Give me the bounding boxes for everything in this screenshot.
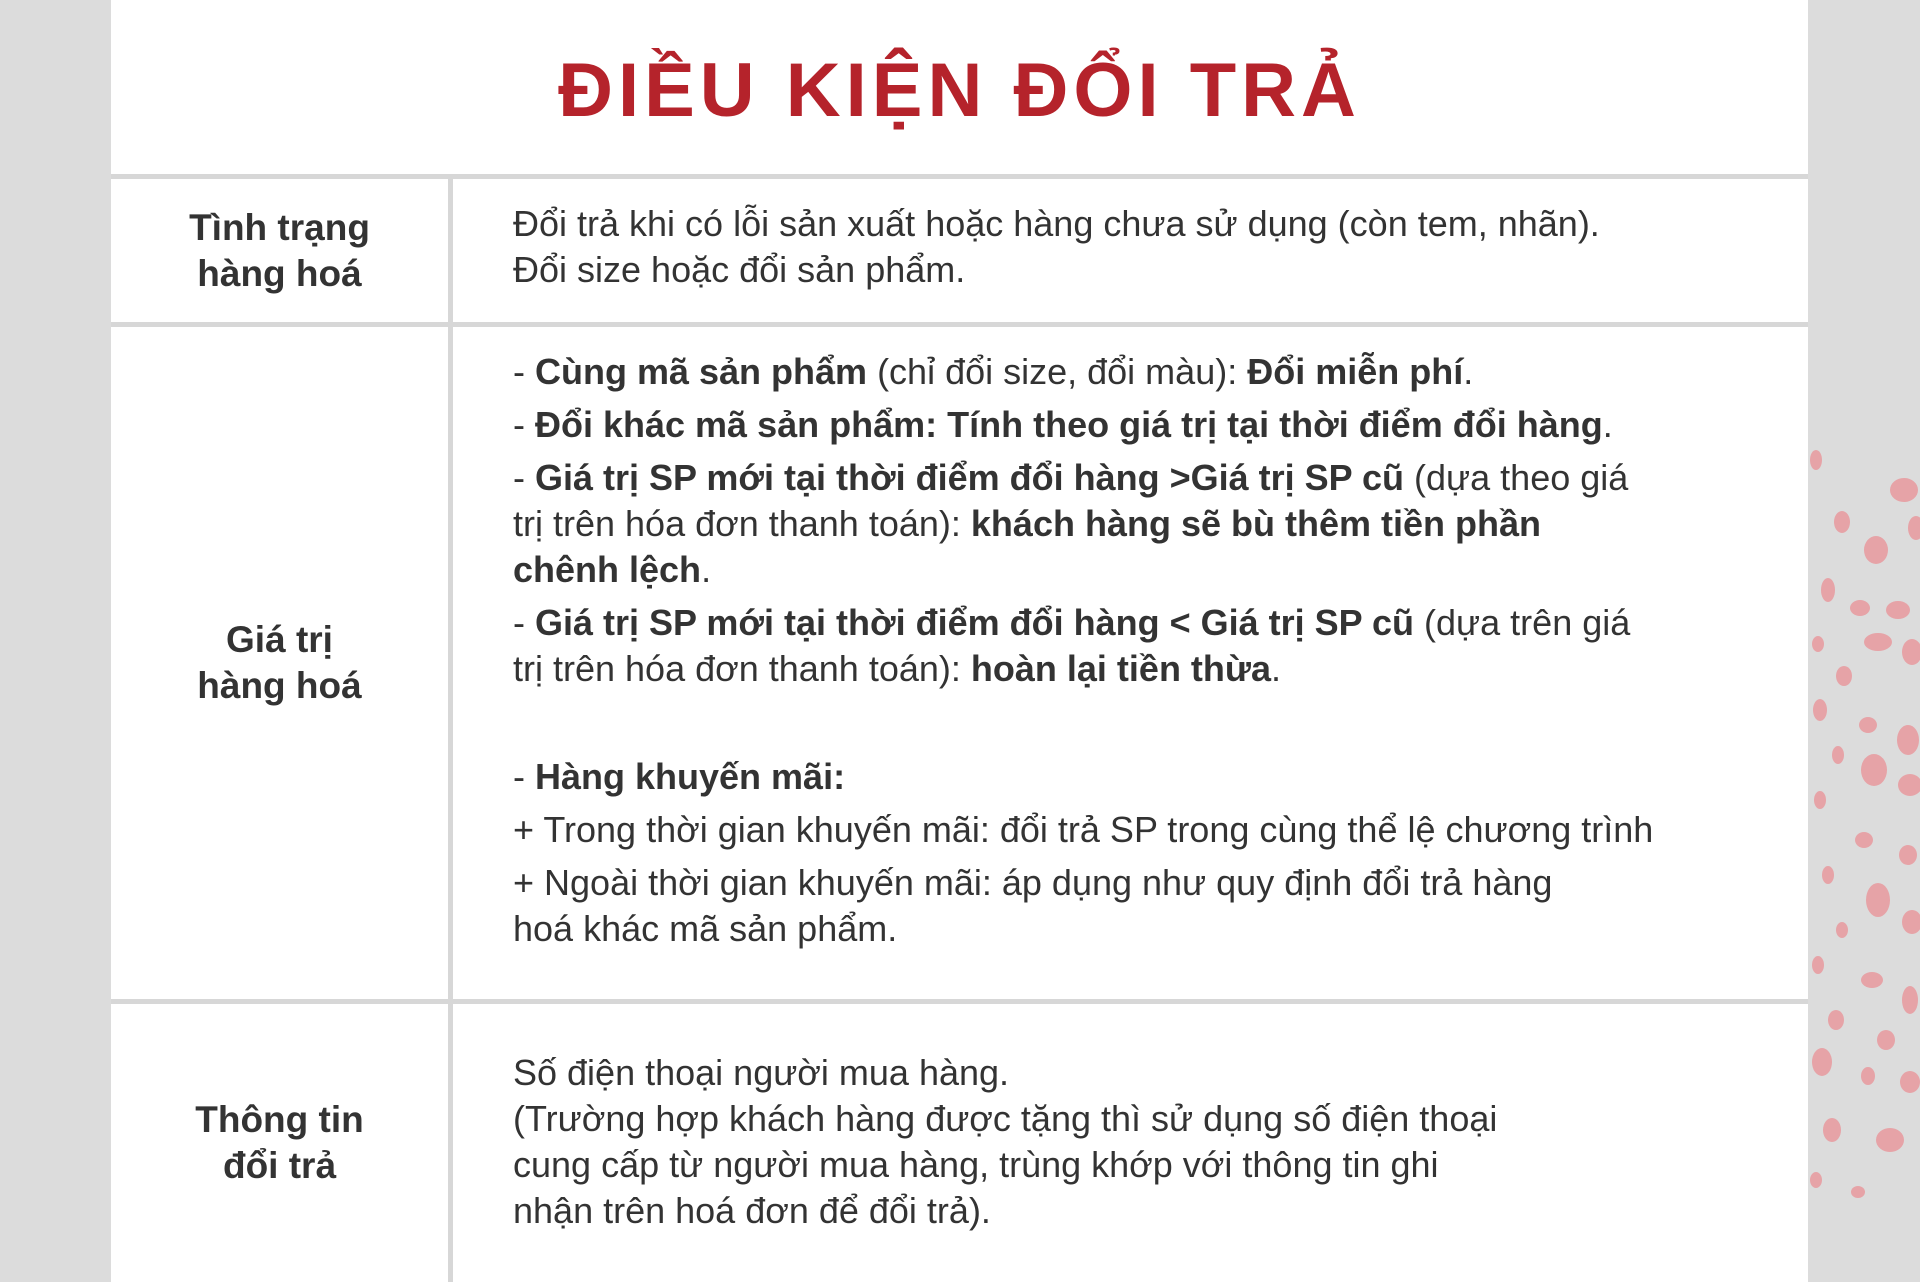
row-content-value [453, 327, 1808, 999]
table-row-value [111, 327, 1808, 1004]
table-row-contact [111, 1004, 1808, 1282]
row-label-value [111, 327, 453, 999]
content-line: (Trường hợp khách hàng được tặng thì sử dụng số điện thoại [513, 1098, 1498, 1139]
policy-item-promo-during [513, 807, 1778, 853]
bold-text: Đổi khác mã sản phẩm: Tính theo giá trị tại thời điểm đổi hàng [535, 404, 1603, 445]
row-content-contact [453, 1004, 1808, 1282]
text: - [513, 404, 535, 445]
policy-item-higher-value [513, 455, 1778, 593]
text: (dựa theo giá [1404, 457, 1629, 498]
policy-item-other-product [513, 402, 1778, 448]
label-line: hàng hoá [197, 252, 362, 294]
label-line: Giá trị [226, 619, 333, 660]
text: + Ngoài thời gian khuyến mãi: áp dụng như quy định đổi trả hàng [513, 862, 1553, 903]
content-line: Đổi size hoặc đổi sản phẩm. [513, 249, 966, 290]
return-policy-card [111, 0, 1808, 1282]
bold-text: hoàn lại tiền thừa [970, 648, 1271, 689]
text: - [513, 457, 535, 498]
text: . [1602, 404, 1613, 445]
content-line: nhận trên hoá đơn để đổi trả). [513, 1190, 991, 1231]
bold-text: Giá trị SP mới tại thời điểm đổi hàng < Giá trị SP cũ [535, 602, 1415, 643]
policy-item-lower-value [513, 600, 1778, 692]
row-label-condition [111, 179, 453, 322]
text: . [701, 549, 712, 590]
decorative-dots [1808, 440, 1920, 1200]
bold-text: chênh lệch [513, 549, 702, 590]
table-row-condition [111, 179, 1808, 327]
label-line: Thông tin [195, 1099, 364, 1140]
text: hoá khác mã sản phẩm. [513, 908, 898, 949]
label-line: đổi trả [222, 1145, 337, 1186]
policy-item-promo-after [513, 860, 1778, 952]
content-line: cung cấp từ người mua hàng, trùng khớp với thông tin ghi [513, 1144, 1439, 1185]
label-line: hàng hoá [197, 665, 362, 706]
text: - [513, 756, 535, 797]
page-title: ĐIỀU KIỆN ĐỔI TRẢ [558, 48, 1361, 133]
policy-item-same-product [513, 349, 1778, 395]
text: + Trong thời gian khuyến mãi: đổi trả SP trong cùng thể lệ chương trình [513, 809, 1654, 850]
bold-text: khách hàng sẽ bù thêm tiền phần [970, 503, 1541, 544]
bold-text: Hàng khuyến mãi: [535, 756, 846, 797]
label-line: Tình trạng [189, 206, 370, 248]
text: - [513, 351, 535, 392]
row-content-condition [453, 179, 1808, 322]
text: . [1463, 351, 1474, 392]
text: - [513, 602, 535, 643]
bold-text: Giá trị SP mới tại thời điểm đổi hàng >Giá trị SP cũ [535, 457, 1405, 498]
text: (dựa trên giá [1414, 602, 1631, 643]
bold-text: Đổi miễn phí [1247, 351, 1464, 392]
row-label-contact [111, 1004, 453, 1282]
content-line: Số điện thoại người mua hàng. [513, 1052, 1010, 1093]
text: trị trên hóa đơn thanh toán): [513, 503, 971, 544]
policy-item-promo-header [513, 754, 1778, 800]
bold-text: Cùng mã sản phẩm [535, 351, 868, 392]
text: (chỉ đổi size, đổi màu): [867, 351, 1248, 392]
text: trị trên hóa đơn thanh toán): [513, 648, 971, 689]
text: . [1271, 648, 1282, 689]
title-bar [111, 0, 1808, 179]
content-line: Đổi trả khi có lỗi sản xuất hoặc hàng chưa sử dụng (còn tem, nhãn). [513, 203, 1600, 244]
